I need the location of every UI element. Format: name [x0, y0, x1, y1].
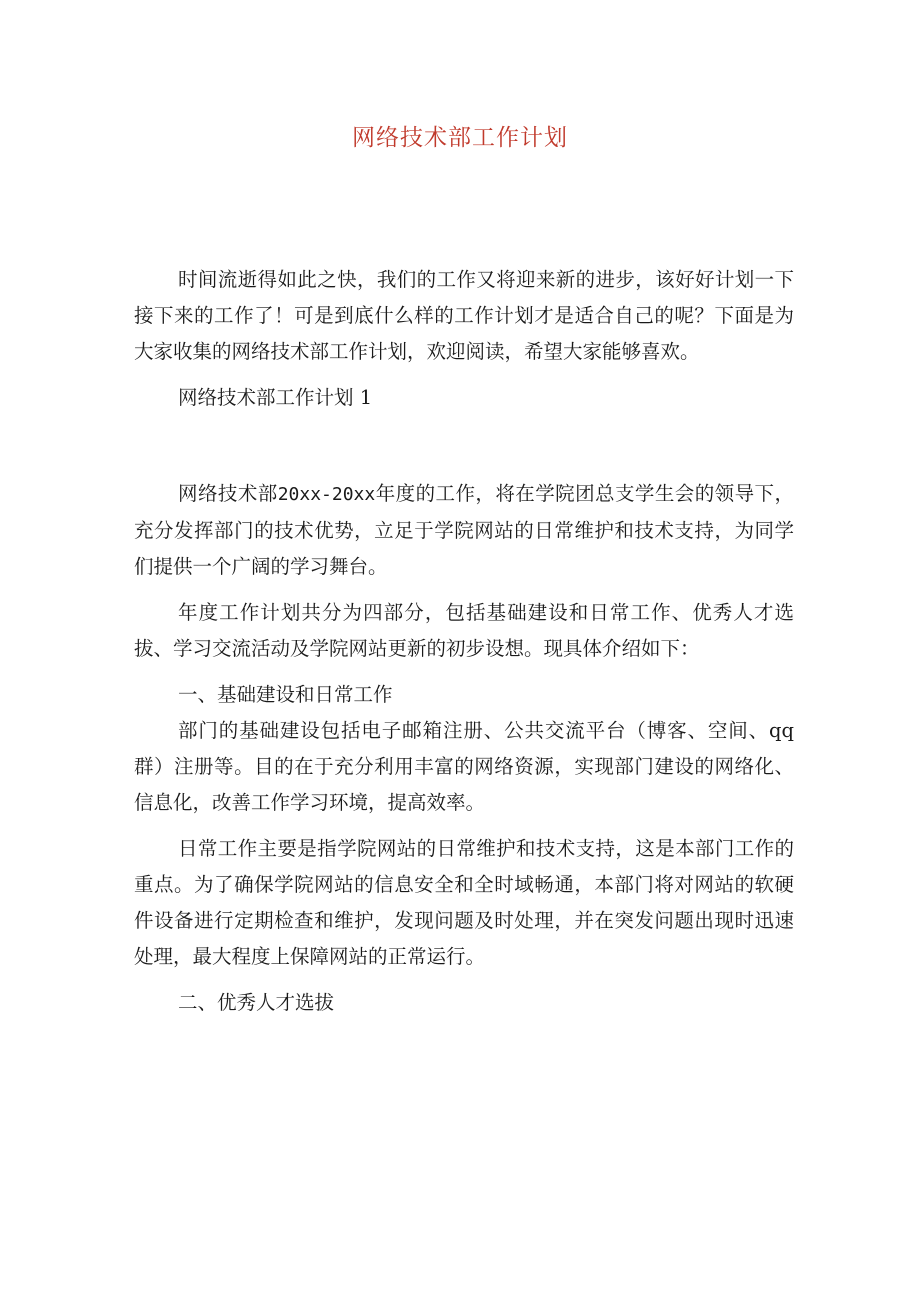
section-title-plan-1: 网络技术部工作计划 1: [178, 386, 373, 409]
document-title: 网络技术部工作计划: [352, 125, 568, 151]
paragraph-plan-overview: 年度工作计划共分为四部分，包括基础建设和日常工作、优秀人才选拔、学习交流活动及学院网站更新的初步设想。现具体介绍如下：: [134, 601, 794, 660]
paragraph-annual-work-rest: 年度的工作，将在学院团总支学生会的领导下，充分发挥部门的技术优势，立足于学院网站的日常维护和技术支持，为同学们提供一个广阔的学习舞台。: [134, 482, 794, 578]
paragraph-basic-construction: 部门的基础建设包括电子邮箱注册、公共交流平台（博客、空间、qq群）注册等。目的在于充分利用丰富的网络资源，实现部门建设的网络化、信息化，改善工作学习环境，提高效率。: [134, 719, 794, 814]
document-body: [134, 262, 794, 1021]
heading-basic-construction: 一、基础建设和日常工作: [178, 683, 393, 706]
intro-paragraph: 时间流逝得如此之快，我们的工作又将迎来新的进步，该好好计划一下接下来的工作了！可是到底什么样的工作计划才是适合自己的呢？下面是为大家收集的网络技术部工作计划，欢迎阅读，希望大家能够喜欢。: [134, 268, 794, 363]
section-spacer: [134, 416, 794, 476]
paragraph-annual-work-years: 20xx-20xx: [277, 484, 376, 505]
paragraph-daily-work: 日常工作主要是指学院网站的日常维护和技术支持，这是本部门工作的重点。为了确保学院网站的信息安全和全时域畅通，本部门将对网站的软硬件设备进行定期检查和维护，发现问题及时处理，并在突发问题出现时迅速处理，最大程度上保障网站的正常运行。: [134, 837, 794, 968]
heading-talent-selection: 二、优秀人才选拔: [178, 991, 335, 1014]
paragraph-annual-work: [134, 476, 794, 585]
paragraph-annual-work-prefix: 网络技术部: [178, 482, 278, 505]
